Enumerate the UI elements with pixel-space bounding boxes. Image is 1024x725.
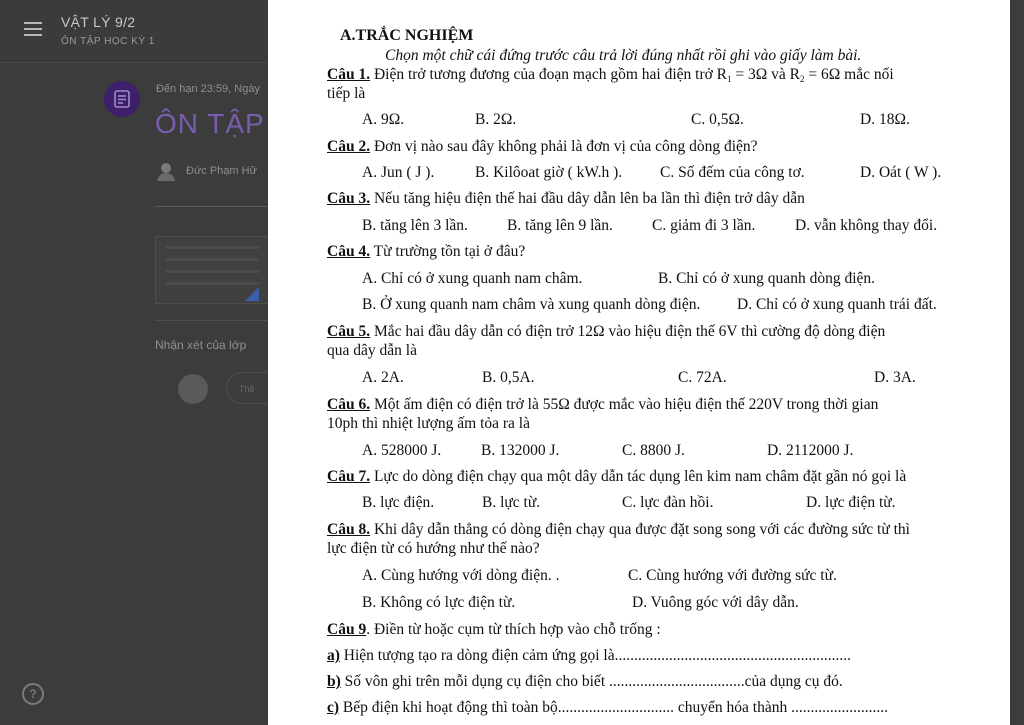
assignment-title: ÔN TẬP xyxy=(155,108,265,139)
document-page xyxy=(268,0,1010,725)
q1-option-c: C. 0,5Ω. xyxy=(691,111,744,128)
divider xyxy=(155,206,270,207)
due-date: Đến hạn 23:59, Ngày xyxy=(156,83,260,95)
instruction: Chọn một chữ cái đứng trước câu trả lời đúng nhất rồi ghi vào giấy làm bài. xyxy=(385,47,862,64)
q1-option-d: D. 18Ω. xyxy=(860,111,910,128)
question-8-cont: lực điện từ có hướng như thế nào? xyxy=(327,540,540,557)
author-avatar xyxy=(155,160,177,182)
q2-option-d: D. Oát ( W ). xyxy=(860,164,942,181)
q6-option-b: B. 132000 J. xyxy=(481,442,560,459)
question-1: Câu 1. Điện trở tương đương của đoạn mạch gồm hai điện trở $R_1 = 3\Omega$ và $R_2 = 6\Omega$ mắc nối xyxy=(327,66,894,84)
q9-part-b: b) Số vôn ghi trên mỗi dụng cụ điện cho biết ...................................của dụng cụ đó. xyxy=(327,673,843,690)
q2-option-c: C. Số đếm của công tơ. xyxy=(660,164,805,181)
menu-icon[interactable] xyxy=(24,22,42,36)
divider xyxy=(155,320,270,321)
doc-corner-icon xyxy=(245,287,259,301)
q4-option-c: B. Ở xung quanh nam châm và xung quanh dòng điện. xyxy=(362,296,701,313)
q4-option-d: D. Chỉ có ở xung quanh trái đất. xyxy=(737,296,937,313)
q8-option-c: C. Cùng hướng với đường sức từ. xyxy=(628,567,837,584)
app-header xyxy=(0,0,268,63)
q7-option-d: D. lực điện từ. xyxy=(806,494,896,511)
q8-option-b: B. Không có lực điện từ. xyxy=(362,594,516,611)
question-2: Câu 2. Đơn vị nào sau đây không phải là đơn vị của công dòng điện? xyxy=(327,138,758,155)
question-1-cont: tiếp là xyxy=(327,85,366,102)
q5-option-c: C. 72A. xyxy=(678,369,727,386)
q3-option-a: B. tăng lên 3 lần. xyxy=(362,217,468,234)
question-7: Câu 7. Lực do dòng điện chạy qua một dây dẫn tác dụng lên kim nam châm đặt gần nó gọi là xyxy=(327,468,907,485)
assignment-icon xyxy=(104,81,140,117)
section-heading: A.TRẮC NGHIỆM xyxy=(340,27,474,44)
comment-input[interactable]: Thê xyxy=(226,372,286,404)
q4-option-b: B. Chỉ có ở xung quanh dòng điện. xyxy=(658,270,875,287)
q6-option-d: D. 2112000 J. xyxy=(767,442,854,459)
class-comments-label: Nhận xét của lớp xyxy=(155,338,247,352)
q7-option-c: C. lực đàn hồi. xyxy=(622,494,714,511)
question-6: Câu 6. Một ấm điện có điện trở là 55Ω được mắc vào hiệu điện thế 220V trong thời gian xyxy=(327,396,879,413)
q2-option-a: A. Jun ( J ). xyxy=(362,164,435,181)
q7-option-b: B. lực từ. xyxy=(482,494,541,511)
q9-part-c: c) Bếp điện khi hoạt động thì toàn bộ.............................. chuyển hóa thành ......................... xyxy=(327,699,888,716)
question-5-cont: qua dây dẫn là xyxy=(327,342,417,359)
class-subtitle: ÔN TẬP HỌC KỲ 1 xyxy=(61,36,155,47)
right-strip xyxy=(1010,0,1024,725)
q4-option-a: A. Chỉ có ở xung quanh nam châm. xyxy=(362,270,583,287)
q6-option-c: C. 8800 J. xyxy=(622,442,685,459)
q3-option-b: B. tăng lên 9 lần. xyxy=(507,217,613,234)
user-avatar xyxy=(178,374,208,404)
class-title[interactable]: VẬT LÝ 9/2 xyxy=(61,14,136,30)
question-3: Câu 3. Nếu tăng hiệu điện thế hai đầu dây dẫn lên ba lần thì điện trở dây dẫn xyxy=(327,190,805,207)
q9-part-a: a) Hiện tượng tạo ra dòng điện cảm ứng gọi là............................................................. xyxy=(327,647,851,664)
q7-option-a: B. lực điện. xyxy=(362,494,435,511)
question-5: Câu 5. Mắc hai đầu dây dẫn có điện trở 12Ω vào hiệu điện thế 6V thì cường độ dòng điện xyxy=(327,323,886,340)
q5-option-b: B. 0,5A. xyxy=(482,369,535,386)
q3-option-c: C. giảm đi 3 lần. xyxy=(652,217,756,234)
question-9: Câu 9. Điền từ hoặc cụm từ thích hợp vào chỗ trống : xyxy=(327,621,661,638)
q1-option-a: A. 9Ω. xyxy=(362,111,405,128)
q8-option-a: A. Cùng hướng với dòng điện. . xyxy=(362,567,560,584)
question-8: Câu 8. Khi dây dẫn thẳng có dòng điện chạy qua được đặt song song với các đường sức từ thì xyxy=(327,521,910,538)
help-icon[interactable]: ? xyxy=(22,683,44,705)
q5-option-a: A. 2A. xyxy=(362,369,404,386)
q2-option-b: B. Kilôoat giờ ( kW.h ). xyxy=(475,164,623,181)
q3-option-d: D. vẫn không thay đổi. xyxy=(795,217,938,234)
attachment-thumbnail[interactable] xyxy=(155,236,270,304)
question-4: Câu 4. Từ trường tồn tại ở đâu? xyxy=(327,243,526,260)
author-name: Đức Phạm Hữ xyxy=(186,165,257,177)
q6-option-a: A. 528000 J. xyxy=(362,442,442,459)
q1-option-b: B. 2Ω. xyxy=(475,111,517,128)
q5-option-d: D. 3A. xyxy=(874,369,916,386)
q8-option-d: D. Vuông góc với dây dẫn. xyxy=(632,594,799,611)
question-6-cont: 10ph thì nhiệt lượng ấm tỏa ra là xyxy=(327,415,530,432)
